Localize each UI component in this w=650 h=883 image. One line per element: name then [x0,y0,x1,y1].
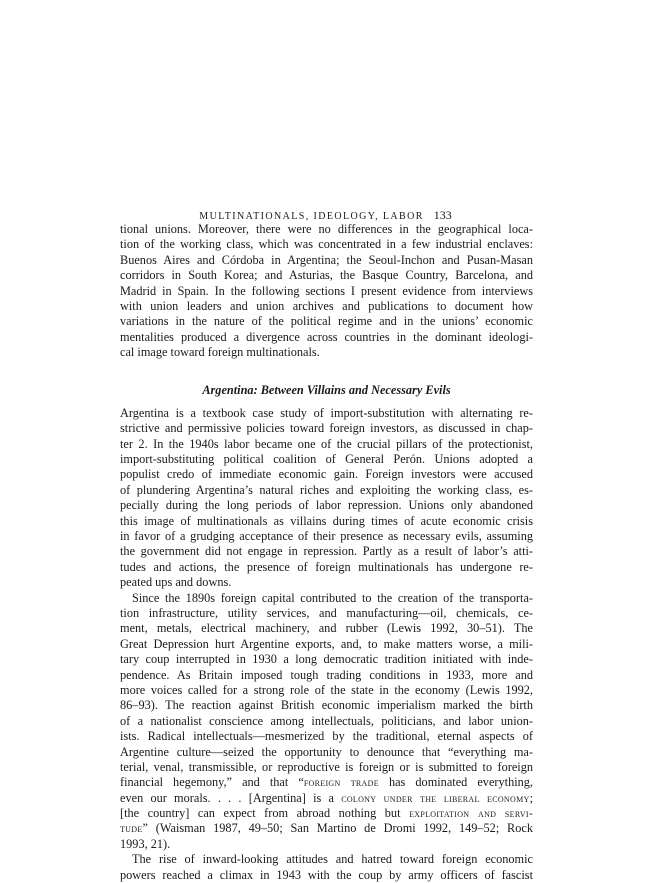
text-line: Argentine culture—seized the opportunity to denounce that “everything ma- [120,744,533,759]
text-line [120,791,533,806]
small-caps-run: exploitation and servi- [409,808,534,821]
text-line [120,806,533,821]
page-number: 133 [433,208,452,222]
text-run: [the country] can expect from abroad nothing but [120,806,410,821]
text-line: pecially during the long periods of labor repression. Unions only abandoned [120,498,533,513]
paragraph-4 [120,852,533,883]
body-text [120,222,533,883]
text-run: ” (Waisman 1987, 49–50; San Martino de Dromi 1992, 149–52; Rock [142,821,533,836]
paragraph-1 [120,222,533,361]
text-line: of a nationalist conscience among intellectuals, politicians, and labor union- [120,713,533,728]
text-line: tional unions. Moreover, there were no differences in the geographical loca- [120,222,533,236]
text-line: tion infrastructure, utility services, and manufacturing—oil, chemicals, ce- [120,605,533,620]
text-line: strictive and permissive policies toward foreign investors, as discussed in chap- [120,421,533,436]
text-line: Argentina is a textbook case study of import-substitution with alternating re- [120,405,533,420]
text-line: Madrid in Spain. In the following sections I present evidence from interviews [120,283,533,298]
text-line: Great Depression hurt Argentine exports, and, to make matters worse, a mili- [120,636,533,651]
text-line: variations in the nature of the political regime and in the unions’ economic [120,314,533,329]
text-run: ; [529,790,533,805]
text-line: more voices called for a strong role of the state in the economy (Lewis 1992, [120,682,533,697]
small-caps-run: colony under the liberal economy [341,792,530,805]
text-line: terial, venal, transmissible, or reproductive is foreign or is submitted to foreign [120,759,533,774]
text-line: populist credo of immediate economic gain. Foreign investors were accused [120,467,533,482]
text-line: corridors in South Korea; and Asturias, the Basque Country, Barcelona, and [120,268,533,283]
text-line: tudes and actions, the presence of foreign multinationals has undergone re- [120,559,533,574]
text-line: in favor of a grudging acceptance of their presence as necessary evils, assuming [120,529,533,544]
text-line: cal image toward foreign multinationals. [120,345,320,360]
text-line: ists. Radical intellectuals—mesmerized by the traditional, eternal aspects of [120,729,533,744]
text-line: pendence. As Britain imposed tough trading conditions in 1933, more and [120,667,533,682]
text-line: Since the 1890s foreign capital contributed to the creation of the transporta- [132,590,533,605]
text-line [120,821,533,836]
text-line: tary coup interrupted in 1930 a long democratic tradition initiated with inde- [120,652,533,667]
text-line: powers reached a climax in 1943 with the coup by army officers of fascist [120,867,533,882]
text-line: tion of the working class, which was concentrated in a few industrial enclaves: [120,237,533,252]
small-caps-run: foreign trade [303,777,379,790]
text-line: of plundering Argentina’s natural riches and exploiting the working class, es- [120,482,533,497]
text-run: has dominated everything, [378,775,534,790]
text-line: with union leaders and union archives and publications to document how [120,298,533,313]
text-line: mentalities produced a divergence across countries in the dominant ideologi- [120,329,533,344]
text-line: ment, metals, electrical machinery, and rubber (Lewis 1992, 30–51). The [120,621,533,636]
text-line: The rise of inward-looking attitudes and hatred toward foreign economic [132,852,533,867]
text-line: 1993, 21). [120,836,171,851]
running-title: MULTINATIONALS, IDEOLOGY, LABOR [199,211,424,222]
text-run: financial hegemony,” and that “ [120,775,304,790]
paragraph-3 [120,591,533,853]
paragraph-2 [120,406,533,591]
text-line: peated ups and downs. [120,575,232,590]
text-line [120,775,533,790]
section-heading: Argentina: Between Villains and Necessary Evils [202,382,451,397]
small-caps-run: tude [120,823,143,836]
text-line: 86–93). The reaction against British economic imperialism marked the birth [120,698,533,713]
text-line: the government did not engage in repression. Partly as a result of labor’s atti- [120,544,533,559]
text-line: ter 2. In the 1940s labor became one of the crucial pillars of the protectionist, [120,436,533,451]
text-line: this image of multinationals as villains during times of acute economic crisis [120,513,533,528]
text-run: even our morals. . . . [Argentina] is a [120,790,342,805]
running-head [120,208,531,223]
text-line: Buenos Aires and Córdoba in Argentina; the Seoul-Inchon and Pusan-Masan [120,252,533,267]
text-line: import-substituting political coalition of General Perón. Unions adopted a [120,452,533,467]
